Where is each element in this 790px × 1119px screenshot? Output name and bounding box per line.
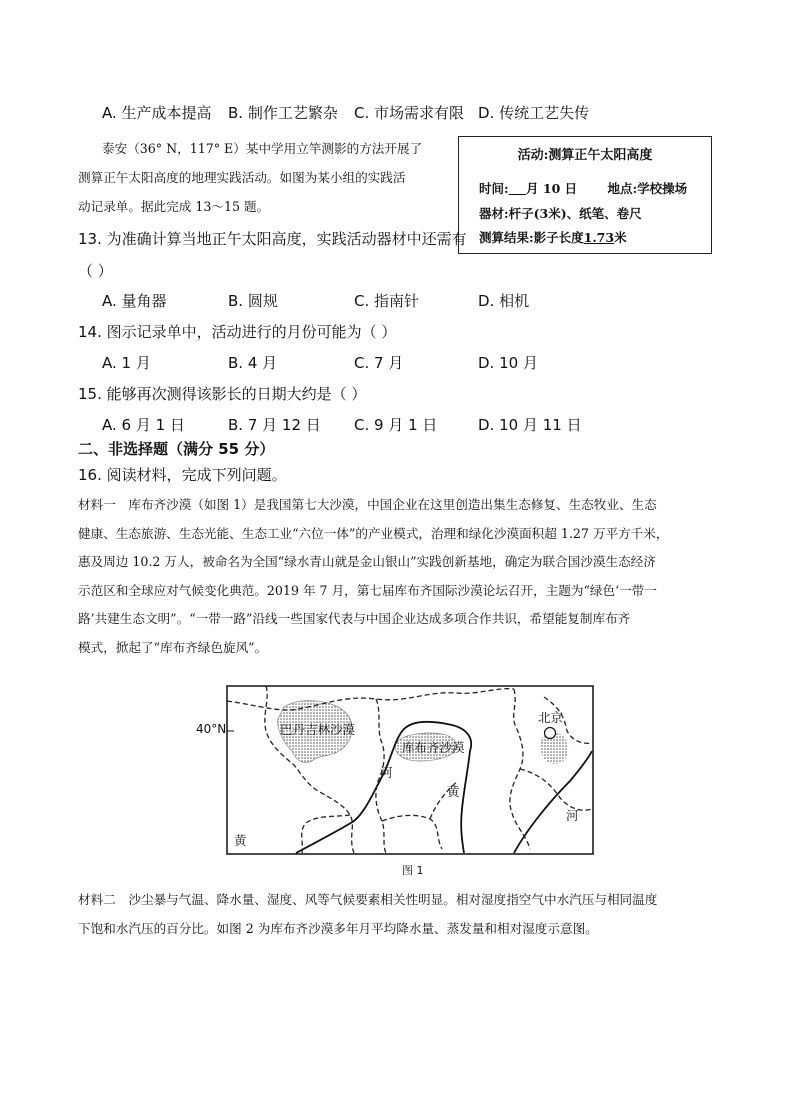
q13-option-c[interactable]: C. 指南针: [354, 292, 420, 310]
beijing-label: 北京: [538, 710, 564, 725]
q13-option-b[interactable]: B. 圆规: [228, 292, 278, 310]
map-latitude-label: 40°N: [196, 722, 227, 736]
card-time-line: [479, 179, 687, 197]
q14-option-b[interactable]: B. 4 月: [228, 354, 278, 372]
material-line: 惠及周边 10.2 万人，被命名为全国“绿水青山就是金山银山”实践创新基地，确定为联合国沙漠生态经济: [78, 554, 656, 570]
activity-record-card: [458, 136, 712, 254]
card-result-unit: 米: [614, 230, 627, 245]
q15-stem: 15. 能够再次测得该影长的日期大约是（ ）: [78, 385, 367, 403]
intro-line: 测算正午太阳高度的地理实践活动。如图为某小组的实践活: [78, 170, 406, 185]
material-line: 路’共建生态文明”。“一带一路”沿线一些国家代表与中国企业达成多项合作共识，希望能复制库布齐: [78, 611, 631, 627]
card-time-blank: [509, 181, 526, 196]
card-result-line: [479, 228, 627, 246]
q15-option-d[interactable]: D. 10 月 11 日: [478, 416, 582, 434]
badain-jaran-label: 巴丹吉林沙漠: [280, 722, 356, 737]
card-equipment: 器材:杆子(3米)、纸笔、卷尺: [479, 206, 642, 221]
material-line: 健康、生态旅游、生态光能、生态工业“六位一体”的产业模式，治理和绿化沙漠面积超 1.27 万平方千米，: [78, 525, 669, 541]
card-time-rest: 月 10 日: [526, 181, 578, 196]
river-char: 河: [566, 808, 579, 823]
intro-line: 动记录单。据此完成 13～15 题。: [78, 199, 270, 214]
material-line: 材料二 沙尘暴与气温、降水量、湿度、风等气候要素相关性明显。相对湿度指空气中水汽压与相同温度: [78, 892, 658, 907]
figure-caption: 图 1: [402, 864, 424, 877]
card-title: 活动:测算正午太阳高度: [517, 148, 653, 163]
q12-option-b[interactable]: B. 制作工艺繁杂: [228, 104, 338, 122]
q16-stem: 16. 阅读材料，完成下列问题。: [78, 466, 287, 484]
section-heading: 二、非选择题（满分 55 分）: [78, 440, 275, 458]
q14-option-a[interactable]: A. 1 月: [102, 354, 151, 372]
q13-option-a[interactable]: A. 量角器: [102, 292, 167, 310]
kubuqi-label: 库布齐沙漠: [402, 740, 465, 755]
river-char: 黄: [234, 833, 247, 848]
card-place: 地点:学校操场: [607, 181, 688, 196]
material-line: 材料一 库布齐沙漠（如图 1）是我国第七大沙漠，中国企业在这里创造出集生态修复、生态牧业、生态: [78, 497, 657, 512]
material-two: [78, 886, 718, 943]
q12-option-c[interactable]: C. 市场需求有限: [354, 104, 465, 122]
card-time-label: 时间:: [479, 181, 509, 196]
q12-option-a[interactable]: A. 生产成本提高: [102, 104, 212, 122]
material-line: 模式，掀起了“库布齐绿色旋风”。: [78, 639, 268, 655]
card-result-label: 测算结果:影子长度: [479, 230, 584, 245]
beijing-marker: [545, 728, 556, 739]
q14-option-c[interactable]: C. 7 月: [354, 354, 404, 372]
card-result-value: 1.73: [583, 230, 615, 245]
material-line: 下饱和水汽压的百分比。如图 2 为库布齐沙漠多年月平均降水量、蒸发量和相对湿度示意图。: [78, 920, 598, 936]
q14-option-d[interactable]: D. 10 月: [478, 354, 538, 372]
q12-option-d[interactable]: D. 传统工艺失传: [478, 104, 590, 122]
intro-line: 泰安（36° N，117° E）某中学用立竿测影的方法开展了: [102, 141, 423, 156]
material-line: 示范区和全球应对气候变化典范。2019 年 7 月，第七届库布齐国际沙漠论坛召开，主题为“绿色‘一带一: [78, 582, 657, 598]
q13-answer-paren: （ ）: [78, 262, 113, 280]
q15-option-a[interactable]: A. 6 月 1 日: [102, 416, 185, 434]
q13-option-d[interactable]: D. 相机: [478, 292, 530, 310]
river-char: 黄: [447, 784, 460, 799]
material-one: [78, 491, 718, 663]
q14-stem: 14. 图示记录单中，活动进行的月份可能为（ ）: [78, 323, 397, 341]
q15-option-c[interactable]: C. 9 月 1 日: [354, 416, 438, 434]
q13-stem: 13. 为准确计算当地正午太阳高度，实践活动器材中还需有: [78, 230, 467, 248]
q15-option-b[interactable]: B. 7 月 12 日: [228, 416, 321, 434]
river-char: 河: [380, 765, 393, 780]
